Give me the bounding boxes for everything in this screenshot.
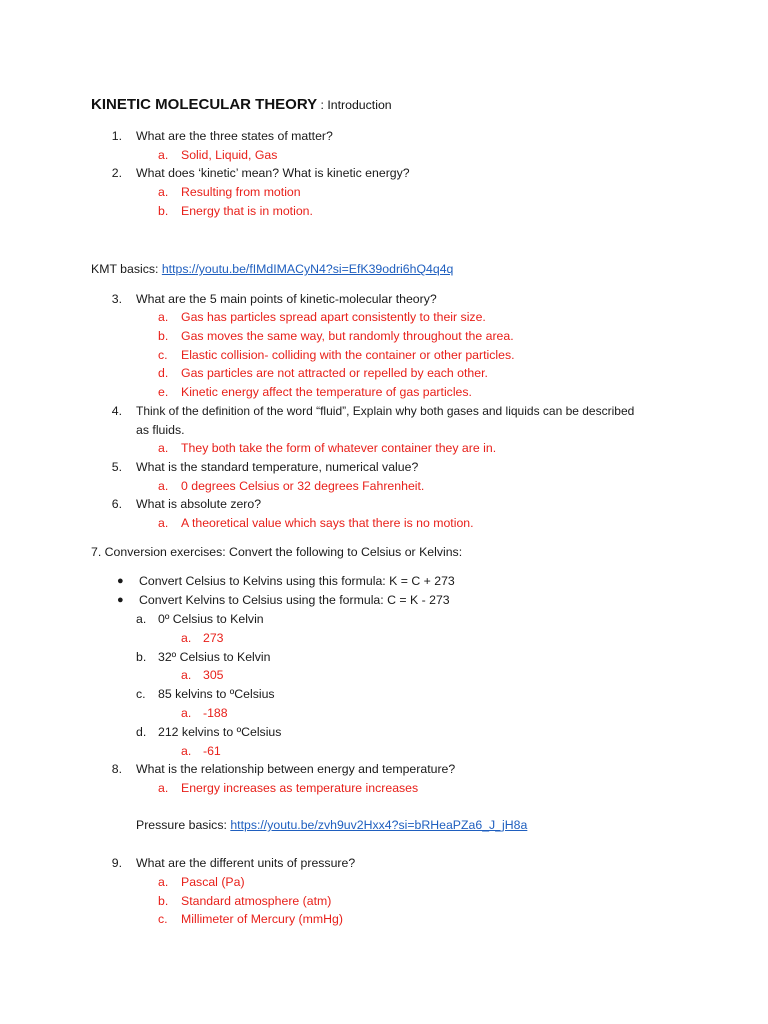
q8-text: What is the relationship between energy and temperature?: [136, 762, 456, 776]
q1-answer-a-letter: a.: [158, 148, 169, 162]
q3-answer-e-letter: e.: [158, 385, 169, 399]
q7-item-d-answer: -61: [203, 744, 221, 758]
q6-answer-a: A theoretical value which says that there is no motion.: [181, 516, 474, 530]
q3-answer-a: Gas has particles spread apart consistently to their size.: [181, 310, 486, 324]
q3-answer-e: Kinetic energy affect the temperature of gas particles.: [181, 385, 472, 399]
q5-answer-a: 0 degrees Celsius or 32 degrees Fahrenheit.: [181, 479, 425, 493]
pressure-basics-line: [136, 818, 527, 832]
q7-heading: 7. Conversion exercises: Convert the following to Celsius or Kelvins:: [91, 545, 463, 559]
q7-item-b-answer: 305: [203, 668, 224, 682]
bullet-dot-icon: ●: [117, 594, 124, 606]
q2-answer-a: Resulting from motion: [181, 185, 301, 199]
q6-text: What is absolute zero?: [136, 497, 262, 511]
q7-item-c-letter: c.: [136, 687, 146, 701]
q7-item-a-answer: 273: [203, 631, 224, 645]
q8-answer-a-letter: a.: [158, 781, 169, 795]
title-main: KINETIC MOLECULAR THEORY: [91, 96, 318, 113]
q6-answer-a-letter: a.: [158, 516, 169, 530]
q9-text: What are the different units of pressure?: [136, 856, 356, 870]
q4-answer-a: They both take the form of whatever container they are in.: [181, 441, 497, 455]
q1-text: What are the three states of matter?: [136, 129, 333, 143]
q7-item-d-letter: d.: [136, 725, 147, 739]
q2-answer-b-letter: b.: [158, 204, 169, 218]
q7-item-a-answer-letter: a.: [181, 631, 192, 645]
q1-answer-a: Solid, Liquid, Gas: [181, 148, 278, 162]
q4-answer-a-letter: a.: [158, 441, 169, 455]
q9-number: 9.: [111, 856, 122, 870]
kmt-basics-line: [91, 262, 453, 276]
q9-answer-b-letter: b.: [158, 894, 169, 908]
q9-answer-b: Standard atmosphere (atm): [181, 894, 332, 908]
q7-item-b: 32º Celsius to Kelvin: [158, 650, 271, 664]
q5-answer-a-letter: a.: [158, 479, 169, 493]
bullet-dot-icon: ●: [117, 575, 124, 587]
q7-item-a: 0º Celsius to Kelvin: [158, 612, 264, 626]
q3-answer-c-letter: c.: [158, 348, 168, 362]
q4-number: 4.: [111, 404, 122, 418]
pressure-basics-label: Pressure basics:: [136, 818, 231, 832]
q9-answer-c-letter: c.: [158, 912, 168, 926]
q3-answer-d: Gas particles are not attracted or repelled by each other.: [181, 366, 488, 380]
kmt-basics-link[interactable]: https://youtu.be/fIMdIMACyN4?si=EfK39odri6hQ4q4q: [161, 262, 454, 276]
q3-answer-b-letter: b.: [158, 329, 169, 343]
q7-bullet-2: Convert Kelvins to Celsius using the formula: C = K - 273: [139, 593, 450, 607]
q7-item-c: 85 kelvins to ºCelsius: [158, 687, 275, 701]
kmt-basics-label: KMT basics:: [91, 262, 162, 276]
q8-answer-a: Energy increases as temperature increases: [181, 781, 419, 795]
page-title: [91, 96, 392, 113]
q7-bullet-1: Convert Celsius to Kelvins using this formula: K = C + 273: [139, 574, 455, 588]
q3-text: What are the 5 main points of kinetic-molecular theory?: [136, 292, 437, 306]
q9-answer-a: Pascal (Pa): [181, 875, 245, 889]
q4-text-line1: Think of the definition of the word “fluid”, Explain why both gases and liquids can be described: [136, 404, 635, 418]
title-sub: : Introduction: [317, 98, 392, 112]
q9-answer-a-letter: a.: [158, 875, 169, 889]
q2-answer-b: Energy that is in motion.: [181, 204, 313, 218]
q2-text: What does ‘kinetic’ mean? What is kinetic energy?: [136, 166, 410, 180]
q3-number: 3.: [111, 292, 122, 306]
q7-item-c-answer: -188: [203, 706, 228, 720]
q7-item-d-answer-letter: a.: [181, 744, 192, 758]
q9-answer-c: Millimeter of Mercury (mmHg): [181, 912, 343, 926]
q3-answer-a-letter: a.: [158, 310, 169, 324]
q7-item-a-letter: a.: [136, 612, 147, 626]
q8-number: 8.: [111, 762, 122, 776]
q3-answer-d-letter: d.: [158, 366, 169, 380]
q2-answer-a-letter: a.: [158, 185, 169, 199]
q1-number: 1.: [111, 129, 122, 143]
pressure-basics-link[interactable]: https://youtu.be/zvh9uv2Hxx4?si=bRHeaPZa6_J_jH8a: [230, 818, 528, 832]
q7-item-b-letter: b.: [136, 650, 147, 664]
q7-item-c-answer-letter: a.: [181, 706, 192, 720]
q2-number: 2.: [111, 166, 122, 180]
q4-text-line2: as fluids.: [136, 423, 185, 437]
q7-item-b-answer-letter: a.: [181, 668, 192, 682]
q5-number: 5.: [111, 460, 122, 474]
q3-answer-c: Elastic collision- colliding with the container or other particles.: [181, 348, 515, 362]
q5-text: What is the standard temperature, numerical value?: [136, 460, 419, 474]
q7-item-d: 212 kelvins to ºCelsius: [158, 725, 282, 739]
q3-answer-b: Gas moves the same way, but randomly throughout the area.: [181, 329, 514, 343]
q6-number: 6.: [111, 497, 122, 511]
